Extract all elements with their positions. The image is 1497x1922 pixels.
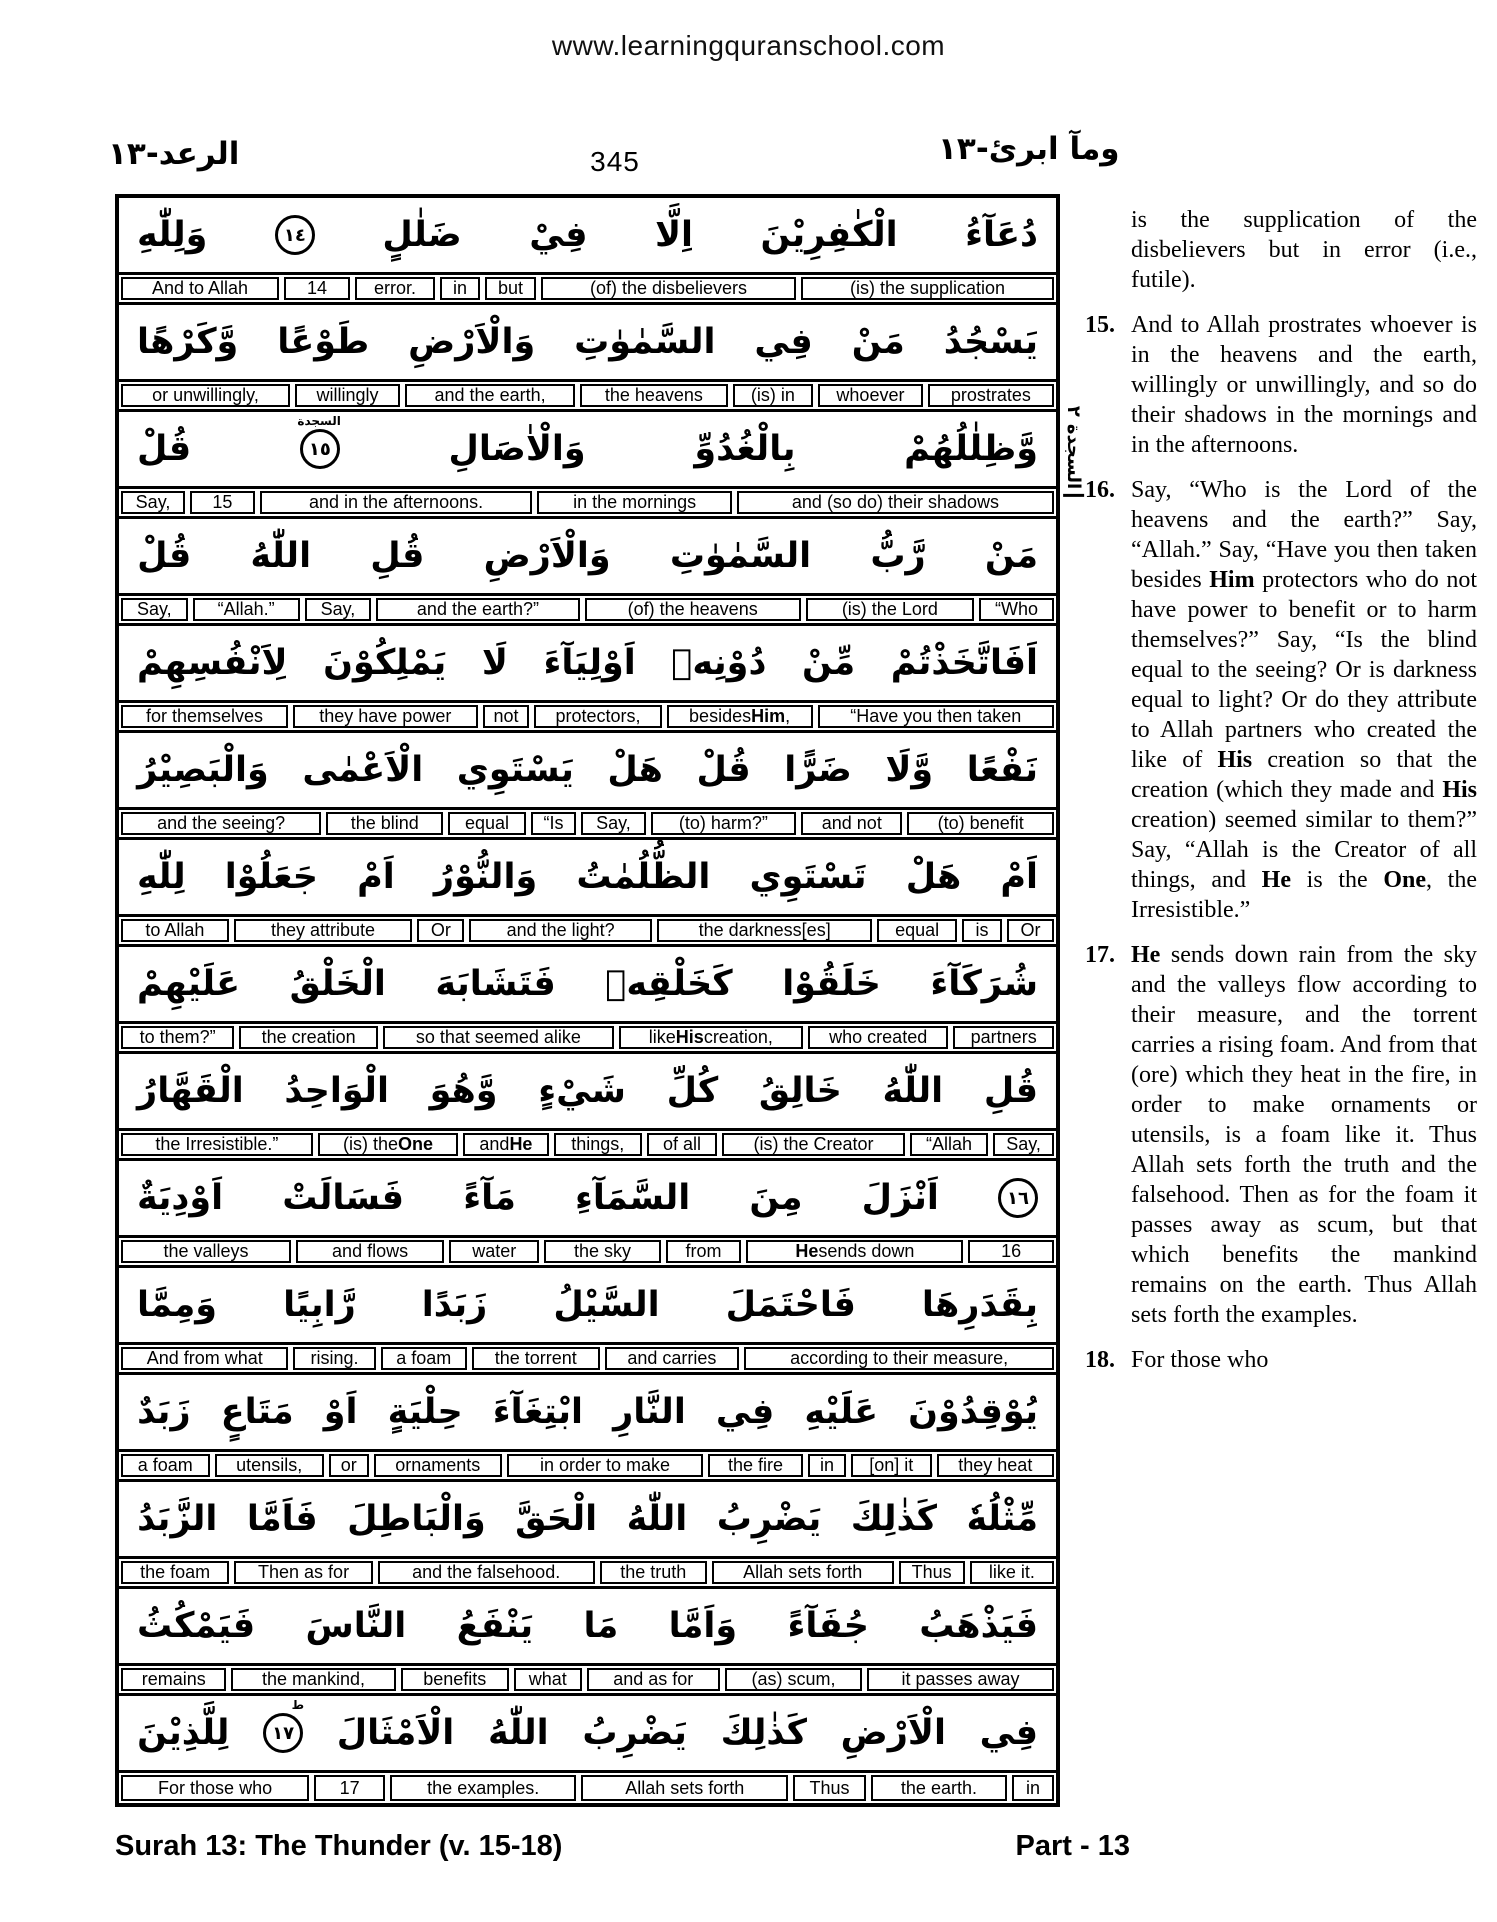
arabic-word: الْقَهَّارُ bbox=[137, 1071, 244, 1111]
word-translation-cell: and (so do) their shadows bbox=[737, 491, 1054, 514]
word-translation-cell: 15 bbox=[190, 491, 255, 514]
word-translation-cell: in bbox=[808, 1454, 846, 1477]
word-translation-cell: (to) harm?” bbox=[651, 812, 797, 835]
word-translation-cell: to them?” bbox=[121, 1026, 234, 1049]
word-translation-row bbox=[119, 1021, 1056, 1054]
translation-paragraph bbox=[1085, 310, 1477, 460]
word-translation-cell: the creation bbox=[239, 1026, 378, 1049]
word-translation-cell: whoever bbox=[818, 384, 923, 407]
word-translation-cell: the fire bbox=[708, 1454, 803, 1477]
word-translation-cell: And to Allah bbox=[121, 277, 279, 300]
arabic-word: دُوْنِهٖ bbox=[671, 643, 767, 683]
arabic-word: وَلِلّٰهِ bbox=[137, 215, 208, 255]
arabic-word: فَاَمَّا bbox=[246, 1499, 318, 1539]
arabic-word: يَنْفَعُ bbox=[456, 1606, 534, 1646]
arabic-word: مِنَ bbox=[749, 1178, 803, 1218]
word-translation-cell: but bbox=[485, 277, 536, 300]
word-translation-cell: 14 bbox=[284, 277, 350, 300]
word-translation-cell: what bbox=[514, 1668, 582, 1691]
arabic-word: لِلَّذِيْنَ bbox=[137, 1713, 230, 1753]
verse-number: 16. bbox=[1085, 477, 1115, 503]
word-translation-cell: equal bbox=[877, 919, 957, 942]
word-translation-cell: Say, bbox=[121, 491, 185, 514]
arabic-word: يَمْلِكُوْنَ bbox=[323, 643, 447, 683]
word-translation-cell: who created bbox=[808, 1026, 948, 1049]
arabic-word: طَوْعًا bbox=[277, 322, 370, 362]
word-translation-row bbox=[119, 1770, 1056, 1803]
arabic-word: لِاَنْفُسِهِمْ bbox=[137, 643, 288, 683]
arabic-word: الْاَرْضِ bbox=[840, 1713, 946, 1753]
arabic-word: يَسْتَوِي bbox=[456, 750, 574, 790]
word-translation-cell: And from what bbox=[121, 1347, 288, 1370]
word-translation-cell: besides Him , bbox=[667, 705, 813, 728]
word-translation-cell: they have power bbox=[293, 705, 478, 728]
word-translation-cell: the mankind, bbox=[231, 1668, 395, 1691]
arabic-verse-line bbox=[119, 1482, 1056, 1556]
footer-part-label: Part - 13 bbox=[1015, 1830, 1130, 1862]
word-translation-row bbox=[119, 1235, 1056, 1268]
word-translation-cell: according to their measure, bbox=[744, 1347, 1054, 1370]
arabic-word: يَسْجُدُ bbox=[943, 322, 1038, 362]
translation-text: Say, “Who is the Lord of the heavens and the earth?” Say, “Allah.” Say, “Have you then taken besides Him protectors who do not have power to benefit or to harm themselves?” Say, “Is the blind equal to the seeing? Or is darkness equal to light? Or do they attribute to Allah partners who created the like of His creation so that the creation (which they made and His creation) seemed similar to them?” Say, “Allah is the Creator of all things, and He is the One, the Irresistible.” bbox=[1131, 477, 1478, 923]
word-translation-cell: (is) the One bbox=[318, 1133, 459, 1156]
word-translation-cell: Or bbox=[417, 919, 464, 942]
word-translation-cell: “Have you then taken bbox=[818, 705, 1054, 728]
arabic-word: السَّيْلُ bbox=[553, 1285, 660, 1325]
arabic-word: الْوَاحِدُ bbox=[284, 1071, 389, 1111]
arabic-word: اَمْ bbox=[357, 857, 395, 897]
word-translation-row bbox=[119, 486, 1056, 519]
arabic-word: زَبَدٌ bbox=[137, 1392, 191, 1432]
arabic-word: ضَرًّا bbox=[784, 750, 852, 790]
word-translation-cell: remains bbox=[121, 1668, 226, 1691]
word-translation-cell: equal bbox=[448, 812, 525, 835]
verse-end-medallion bbox=[263, 1698, 305, 1753]
word-translation-cell: 16 bbox=[968, 1240, 1054, 1263]
arabic-word: مَتَاعٍ bbox=[220, 1392, 294, 1432]
word-translation-cell: the blind bbox=[326, 812, 443, 835]
translation-text: And to Allah prostrates whoever is in the heavens and the earth, willingly or unwillingly, and so do their shadows in the mornings and in the afternoons. bbox=[1131, 312, 1477, 458]
juz-name-arabic-header: ومآ ابرئ-١٣ bbox=[938, 131, 1120, 167]
arabic-word: كَخَلْقِهٖ bbox=[605, 964, 733, 1004]
arabic-verse-line bbox=[119, 1054, 1056, 1128]
word-translation-cell: He sends down bbox=[746, 1240, 963, 1263]
arabic-word: وَالنُّوْرُ bbox=[433, 857, 538, 897]
word-translation-cell: [on] it bbox=[851, 1454, 932, 1477]
arabic-word: خَالِقُ bbox=[758, 1071, 842, 1111]
page-number: 345 bbox=[590, 146, 640, 177]
arabic-word: وَّلَا bbox=[885, 750, 934, 790]
arabic-word: فِي bbox=[979, 1713, 1038, 1753]
arabic-word: عَلَيْهِمْ bbox=[137, 964, 241, 1004]
arabic-word: السَّمٰوٰتِ bbox=[574, 322, 716, 362]
word-translation-cell: is bbox=[962, 919, 1002, 942]
arabic-word: السَّمٰوٰتِ bbox=[669, 536, 812, 576]
arabic-word: بِقَدَرِهَا bbox=[921, 1285, 1038, 1325]
word-translation-cell: Say, bbox=[305, 598, 372, 621]
word-translation-cell: for themselves bbox=[121, 705, 288, 728]
word-translation-row bbox=[119, 1556, 1056, 1589]
word-translation-cell: Then as for bbox=[234, 1561, 372, 1584]
arabic-word: الْكٰفِرِيْنَ bbox=[760, 215, 898, 255]
word-translation-cell: Say, bbox=[993, 1133, 1054, 1156]
word-translation-cell: in bbox=[1012, 1775, 1054, 1801]
word-translation-cell: things, bbox=[554, 1133, 642, 1156]
arabic-word: يُوْقِدُوْنَ bbox=[908, 1392, 1038, 1432]
translation-text: He sends down rain from the sky and the valleys flow according to their measure, and the torrent carries a rising foam. And from that (ore) which they heat in the fire, in order to make ornaments or utensils, is a foam like it. Thus Allah sets forth the truth and the falsehood. Then as for the foam it passes away as scum, but that which benefits the mankind remains on the earth. Thus Allah sets forth the examples. bbox=[1131, 942, 1477, 1328]
word-translation-row bbox=[119, 807, 1056, 840]
arabic-verse-line bbox=[119, 947, 1056, 1021]
sajdah-label: السجدة bbox=[1063, 423, 1085, 489]
word-translation-cell: the valleys bbox=[121, 1240, 291, 1263]
arabic-word: مَنْ bbox=[984, 536, 1038, 576]
word-translation-cell: error. bbox=[355, 277, 435, 300]
arabic-word: قُلِ bbox=[370, 536, 425, 576]
word-translation-cell: or bbox=[329, 1454, 369, 1477]
verse-end-mark: السجدة bbox=[297, 414, 341, 428]
arabic-word: فَيَذْهَبُ bbox=[919, 1606, 1038, 1646]
word-translation-cell: and as for bbox=[587, 1668, 720, 1691]
arabic-word: قُلْ bbox=[137, 536, 192, 576]
arabic-word: فَسَالَتْ bbox=[282, 1178, 405, 1218]
arabic-word: الظُّلُمٰتُ bbox=[576, 857, 711, 897]
word-translation-cell: (of) the heavens bbox=[585, 598, 801, 621]
word-translation-cell: and the falsehood. bbox=[378, 1561, 595, 1584]
word-translation-cell: the earth. bbox=[871, 1775, 1007, 1801]
arabic-word: هَلْ bbox=[905, 857, 962, 897]
arabic-word: كَذٰلِكَ bbox=[720, 1713, 807, 1753]
word-translation-cell: and the earth?” bbox=[376, 598, 579, 621]
arabic-word: الْاَمْثَالَ bbox=[336, 1713, 455, 1753]
word-translation-cell: water bbox=[449, 1240, 539, 1263]
site-url: www.learningquranschool.com bbox=[551, 30, 946, 61]
arabic-word: قُلْ bbox=[696, 750, 751, 790]
arabic-word: قُلِ bbox=[983, 1071, 1038, 1111]
verse-end-mark: ط bbox=[291, 1698, 305, 1712]
verse-end-medallion bbox=[297, 414, 341, 469]
word-translation-cell: “Allah.” bbox=[193, 598, 300, 621]
arabic-word: تَسْتَوِي bbox=[749, 857, 867, 897]
word-translation-cell: the sky bbox=[544, 1240, 660, 1263]
translation-paragraph bbox=[1085, 205, 1477, 295]
word-translation-cell: it passes away bbox=[867, 1668, 1054, 1691]
arabic-word: شَيْءٍ bbox=[538, 1071, 626, 1111]
word-translation-cell: and flows bbox=[296, 1240, 444, 1263]
word-translation-cell: and the seeing? bbox=[121, 812, 321, 835]
arabic-word: مِّثْلُهٗ bbox=[966, 1499, 1038, 1539]
arabic-word: كُلِّ bbox=[666, 1071, 719, 1111]
arabic-word: وَّظِلٰلُهُمْ bbox=[904, 429, 1038, 469]
word-translation-row bbox=[119, 1342, 1056, 1375]
arabic-word: الْاَعْمٰى bbox=[302, 750, 424, 790]
word-translation-cell: (is) in bbox=[733, 384, 814, 407]
word-translation-cell: Thus bbox=[899, 1561, 965, 1584]
word-translation-cell: Thus bbox=[793, 1775, 866, 1801]
arabic-word: هَلْ bbox=[607, 750, 663, 790]
arabic-verse-line bbox=[119, 1375, 1056, 1449]
arabic-verse-line bbox=[119, 840, 1056, 914]
arabic-word: الزَّبَدُ bbox=[137, 1499, 218, 1539]
word-translation-cell: a foam bbox=[381, 1347, 467, 1370]
page-footer bbox=[115, 1830, 1130, 1863]
arabic-word: الْخَلْقُ bbox=[289, 964, 386, 1004]
arabic-word: اللّٰهُ bbox=[250, 536, 312, 576]
sajdah-number: ٢ bbox=[1063, 405, 1085, 417]
arabic-word: وَالْاٰصَالِ bbox=[448, 429, 586, 469]
arabic-word: ابْتِغَآءَ bbox=[492, 1392, 583, 1432]
arabic-word: فِي bbox=[754, 322, 813, 362]
arabic-word: اَنْزَلَ bbox=[861, 1178, 939, 1218]
word-translation-cell: the darkness[es] bbox=[657, 919, 872, 942]
word-translation-cell: “Who bbox=[979, 598, 1054, 621]
word-translation-cell: and in the afternoons. bbox=[260, 491, 533, 514]
arabic-word: اَوْ bbox=[323, 1392, 358, 1432]
word-translation-cell: partners bbox=[953, 1026, 1054, 1049]
arabic-word: حِلْيَةٍ bbox=[387, 1392, 463, 1432]
arabic-word: وَالْاَرْضِ bbox=[408, 322, 536, 362]
verse-end-number: ١٧ bbox=[272, 1722, 295, 1744]
word-translation-cell: like His creation, bbox=[619, 1026, 803, 1049]
word-translation-cell: in the mornings bbox=[537, 491, 732, 514]
word-translation-cell: For those who bbox=[121, 1775, 309, 1801]
word-translation-cell: (is) the Creator bbox=[722, 1133, 905, 1156]
arabic-word: اللّٰهُ bbox=[882, 1071, 944, 1111]
arabic-verse-line bbox=[119, 519, 1056, 593]
arabic-word: نَفْعًا bbox=[966, 750, 1038, 790]
word-translation-cell: and the earth, bbox=[405, 384, 575, 407]
word-translation-cell: like it. bbox=[970, 1561, 1054, 1584]
arabic-word: مَنْ bbox=[851, 322, 905, 362]
arabic-word: اِلَّا bbox=[654, 215, 694, 255]
word-translation-cell: from bbox=[666, 1240, 742, 1263]
word-translation-cell: not bbox=[483, 705, 530, 728]
arabic-word: كَذٰلِكَ bbox=[850, 1499, 938, 1539]
word-translation-cell: and not bbox=[801, 812, 902, 835]
arabic-word: اَفَاتَّخَذْتُمْ bbox=[890, 643, 1038, 683]
arabic-word: فِي bbox=[715, 1392, 775, 1432]
arabic-word: وَالْبَصِيْرُ bbox=[137, 750, 269, 790]
word-translation-cell: (to) benefit bbox=[907, 812, 1054, 835]
word-translation-cell: rising. bbox=[293, 1347, 375, 1370]
verse-end-number: ١٦ bbox=[1007, 1187, 1029, 1209]
word-translation-cell: ornaments bbox=[374, 1454, 502, 1477]
arabic-word: خَلَقُوْا bbox=[782, 964, 881, 1004]
arabic-word: النَّارِ bbox=[613, 1392, 686, 1432]
word-translation-cell: the heavens bbox=[580, 384, 727, 407]
arabic-word: السَّمَآءِ bbox=[575, 1178, 691, 1218]
arabic-word: فَاحْتَمَلَ bbox=[725, 1285, 856, 1325]
arabic-word: وَاَمَّا bbox=[668, 1606, 738, 1646]
word-translation-cell: Say, bbox=[121, 598, 188, 621]
arabic-verse-line bbox=[119, 305, 1056, 379]
word-translation-cell: prostrates bbox=[928, 384, 1054, 407]
translation-text: For those who bbox=[1131, 1347, 1269, 1373]
arabic-word: دُعَآءُ bbox=[965, 215, 1038, 255]
word-translation-cell: protectors, bbox=[534, 705, 661, 728]
arabic-verse-line bbox=[119, 1696, 1056, 1770]
verse-end-medallion bbox=[998, 1178, 1038, 1218]
arabic-verse-line bbox=[119, 1268, 1056, 1342]
arabic-word: فِيْ bbox=[529, 215, 588, 255]
word-translation-row bbox=[119, 379, 1056, 412]
arabic-word: اَوْلِيَآءَ bbox=[543, 643, 636, 683]
arabic-word: بِالْغُدُوِّ bbox=[694, 429, 796, 469]
arabic-word: اَوْدِيَةٌ bbox=[137, 1178, 224, 1218]
arabic-word: قُلْ bbox=[137, 429, 192, 469]
arabic-verse-line bbox=[119, 626, 1056, 700]
verse-end-medallion bbox=[275, 215, 315, 255]
word-translation-cell: (is) the Lord bbox=[806, 598, 974, 621]
word-translation-cell: willingly bbox=[295, 384, 400, 407]
arabic-word: اَمْ bbox=[1000, 857, 1038, 897]
word-translation-cell: Say, bbox=[581, 812, 645, 835]
word-translation-cell: the truth bbox=[600, 1561, 707, 1584]
word-translation-row bbox=[119, 700, 1056, 733]
word-translation-cell: or unwillingly, bbox=[121, 384, 290, 407]
arabic-word: شُرَكَآءَ bbox=[930, 964, 1038, 1004]
arabic-word: وَّهُوَ bbox=[429, 1071, 498, 1111]
word-translation-cell: they attribute bbox=[234, 919, 413, 942]
arabic-word: زَبَدًا bbox=[421, 1285, 488, 1325]
verse-end-number: ١٤ bbox=[283, 224, 306, 246]
word-translation-cell: utensils, bbox=[215, 1454, 324, 1477]
arabic-word: الْحَقَّ bbox=[515, 1499, 598, 1539]
word-translation-cell: in bbox=[440, 277, 480, 300]
arabic-word: وَّكَرْهًا bbox=[137, 322, 239, 362]
arabic-word: جَعَلُوْا bbox=[224, 857, 319, 897]
word-translation-cell: Allah sets forth bbox=[581, 1775, 788, 1801]
arabic-word: يَضْرِبُ bbox=[716, 1499, 822, 1539]
word-translation-cell: (as) scum, bbox=[725, 1668, 862, 1691]
arabic-word: مَآءً bbox=[463, 1178, 516, 1218]
word-translation-cell: and carries bbox=[605, 1347, 740, 1370]
word-translation-cell: in order to make bbox=[507, 1454, 703, 1477]
arabic-word: مَا bbox=[583, 1606, 619, 1646]
arabic-word: اللّٰهُ bbox=[488, 1713, 549, 1753]
arabic-word: وَمِمَّا bbox=[137, 1285, 218, 1325]
arabic-word: النَّاسَ bbox=[305, 1606, 407, 1646]
word-translation-row bbox=[119, 593, 1056, 626]
arabic-verse-line bbox=[119, 1161, 1056, 1235]
word-translation-cell: and He bbox=[463, 1133, 548, 1156]
word-translation-cell: “Is bbox=[531, 812, 577, 835]
verse-end-number: ١٥ bbox=[308, 438, 331, 460]
word-translation-row bbox=[119, 1128, 1056, 1161]
verse-number: 18. bbox=[1085, 1347, 1115, 1373]
word-translation-cell: so that seemed alike bbox=[383, 1026, 614, 1049]
surah-name-arabic-header: الرعد-١٣ bbox=[108, 136, 240, 172]
arabic-word: وَالْاَرْضِ bbox=[483, 536, 611, 576]
arabic-word: يَضْرِبُ bbox=[582, 1713, 687, 1753]
arabic-word: رَّابِيًا bbox=[283, 1285, 356, 1325]
word-translation-row bbox=[119, 272, 1056, 305]
word-translation-cell: (is) the supplication bbox=[801, 277, 1054, 300]
word-translation-cell: they heat bbox=[937, 1454, 1054, 1477]
arabic-verse-line bbox=[119, 733, 1056, 807]
arabic-word: لِلّٰهِ bbox=[137, 857, 186, 897]
arabic-word: ضَلٰلٍ bbox=[382, 215, 462, 255]
footer-surah-title: Surah 13: The Thunder (v. 15-18) bbox=[115, 1830, 563, 1862]
word-translation-cell: the foam bbox=[121, 1561, 229, 1584]
translation-paragraph bbox=[1085, 475, 1477, 925]
word-translation-row bbox=[119, 914, 1056, 947]
word-translation-cell: benefits bbox=[401, 1668, 509, 1691]
word-translation-cell: Allah sets forth bbox=[712, 1561, 894, 1584]
arabic-verse-line bbox=[119, 1589, 1056, 1663]
word-translation-cell: “Allah bbox=[910, 1133, 988, 1156]
word-translation-cell: and the light? bbox=[469, 919, 652, 942]
word-translation-row bbox=[119, 1663, 1056, 1696]
arabic-word: جُفَآءً bbox=[787, 1606, 869, 1646]
word-translation-cell: the Irresistible.” bbox=[121, 1133, 313, 1156]
running-translation-column bbox=[1085, 205, 1477, 1390]
word-translation-cell: (of) the disbelievers bbox=[541, 277, 796, 300]
arabic-word: فَتَشَابَهَ bbox=[435, 964, 556, 1004]
arabic-verse-line bbox=[119, 198, 1056, 272]
word-translation-cell: the examples. bbox=[390, 1775, 576, 1801]
word-translation-cell: Or bbox=[1007, 919, 1054, 942]
word-translation-cell: to Allah bbox=[121, 919, 229, 942]
word-translation-cell: of all bbox=[647, 1133, 717, 1156]
word-translation-cell: a foam bbox=[121, 1454, 210, 1477]
arabic-word: مِّنْ bbox=[802, 643, 856, 683]
translation-text: is the supplication of the disbelievers but in error (i.e., futile). bbox=[1131, 207, 1477, 293]
verse-number: 17. bbox=[1085, 942, 1115, 968]
translation-paragraph bbox=[1085, 940, 1477, 1330]
arabic-verse-line bbox=[119, 412, 1056, 486]
arabic-word: فَيَمْكُثُ bbox=[137, 1606, 256, 1646]
word-by-word-translation-table bbox=[115, 194, 1060, 1807]
arabic-word: لَا bbox=[481, 643, 508, 683]
word-translation-row bbox=[119, 1449, 1056, 1482]
arabic-word: عَلَيْهِ bbox=[804, 1392, 879, 1432]
word-translation-cell: 17 bbox=[314, 1775, 385, 1801]
word-translation-cell: the torrent bbox=[472, 1347, 600, 1370]
translation-paragraph bbox=[1085, 1345, 1477, 1375]
verse-number: 15. bbox=[1085, 312, 1115, 338]
arabic-word: رَّبُّ bbox=[870, 536, 926, 576]
arabic-word: وَالْبَاطِلَ bbox=[347, 1499, 486, 1539]
arabic-word: اللّٰهُ bbox=[626, 1499, 688, 1539]
